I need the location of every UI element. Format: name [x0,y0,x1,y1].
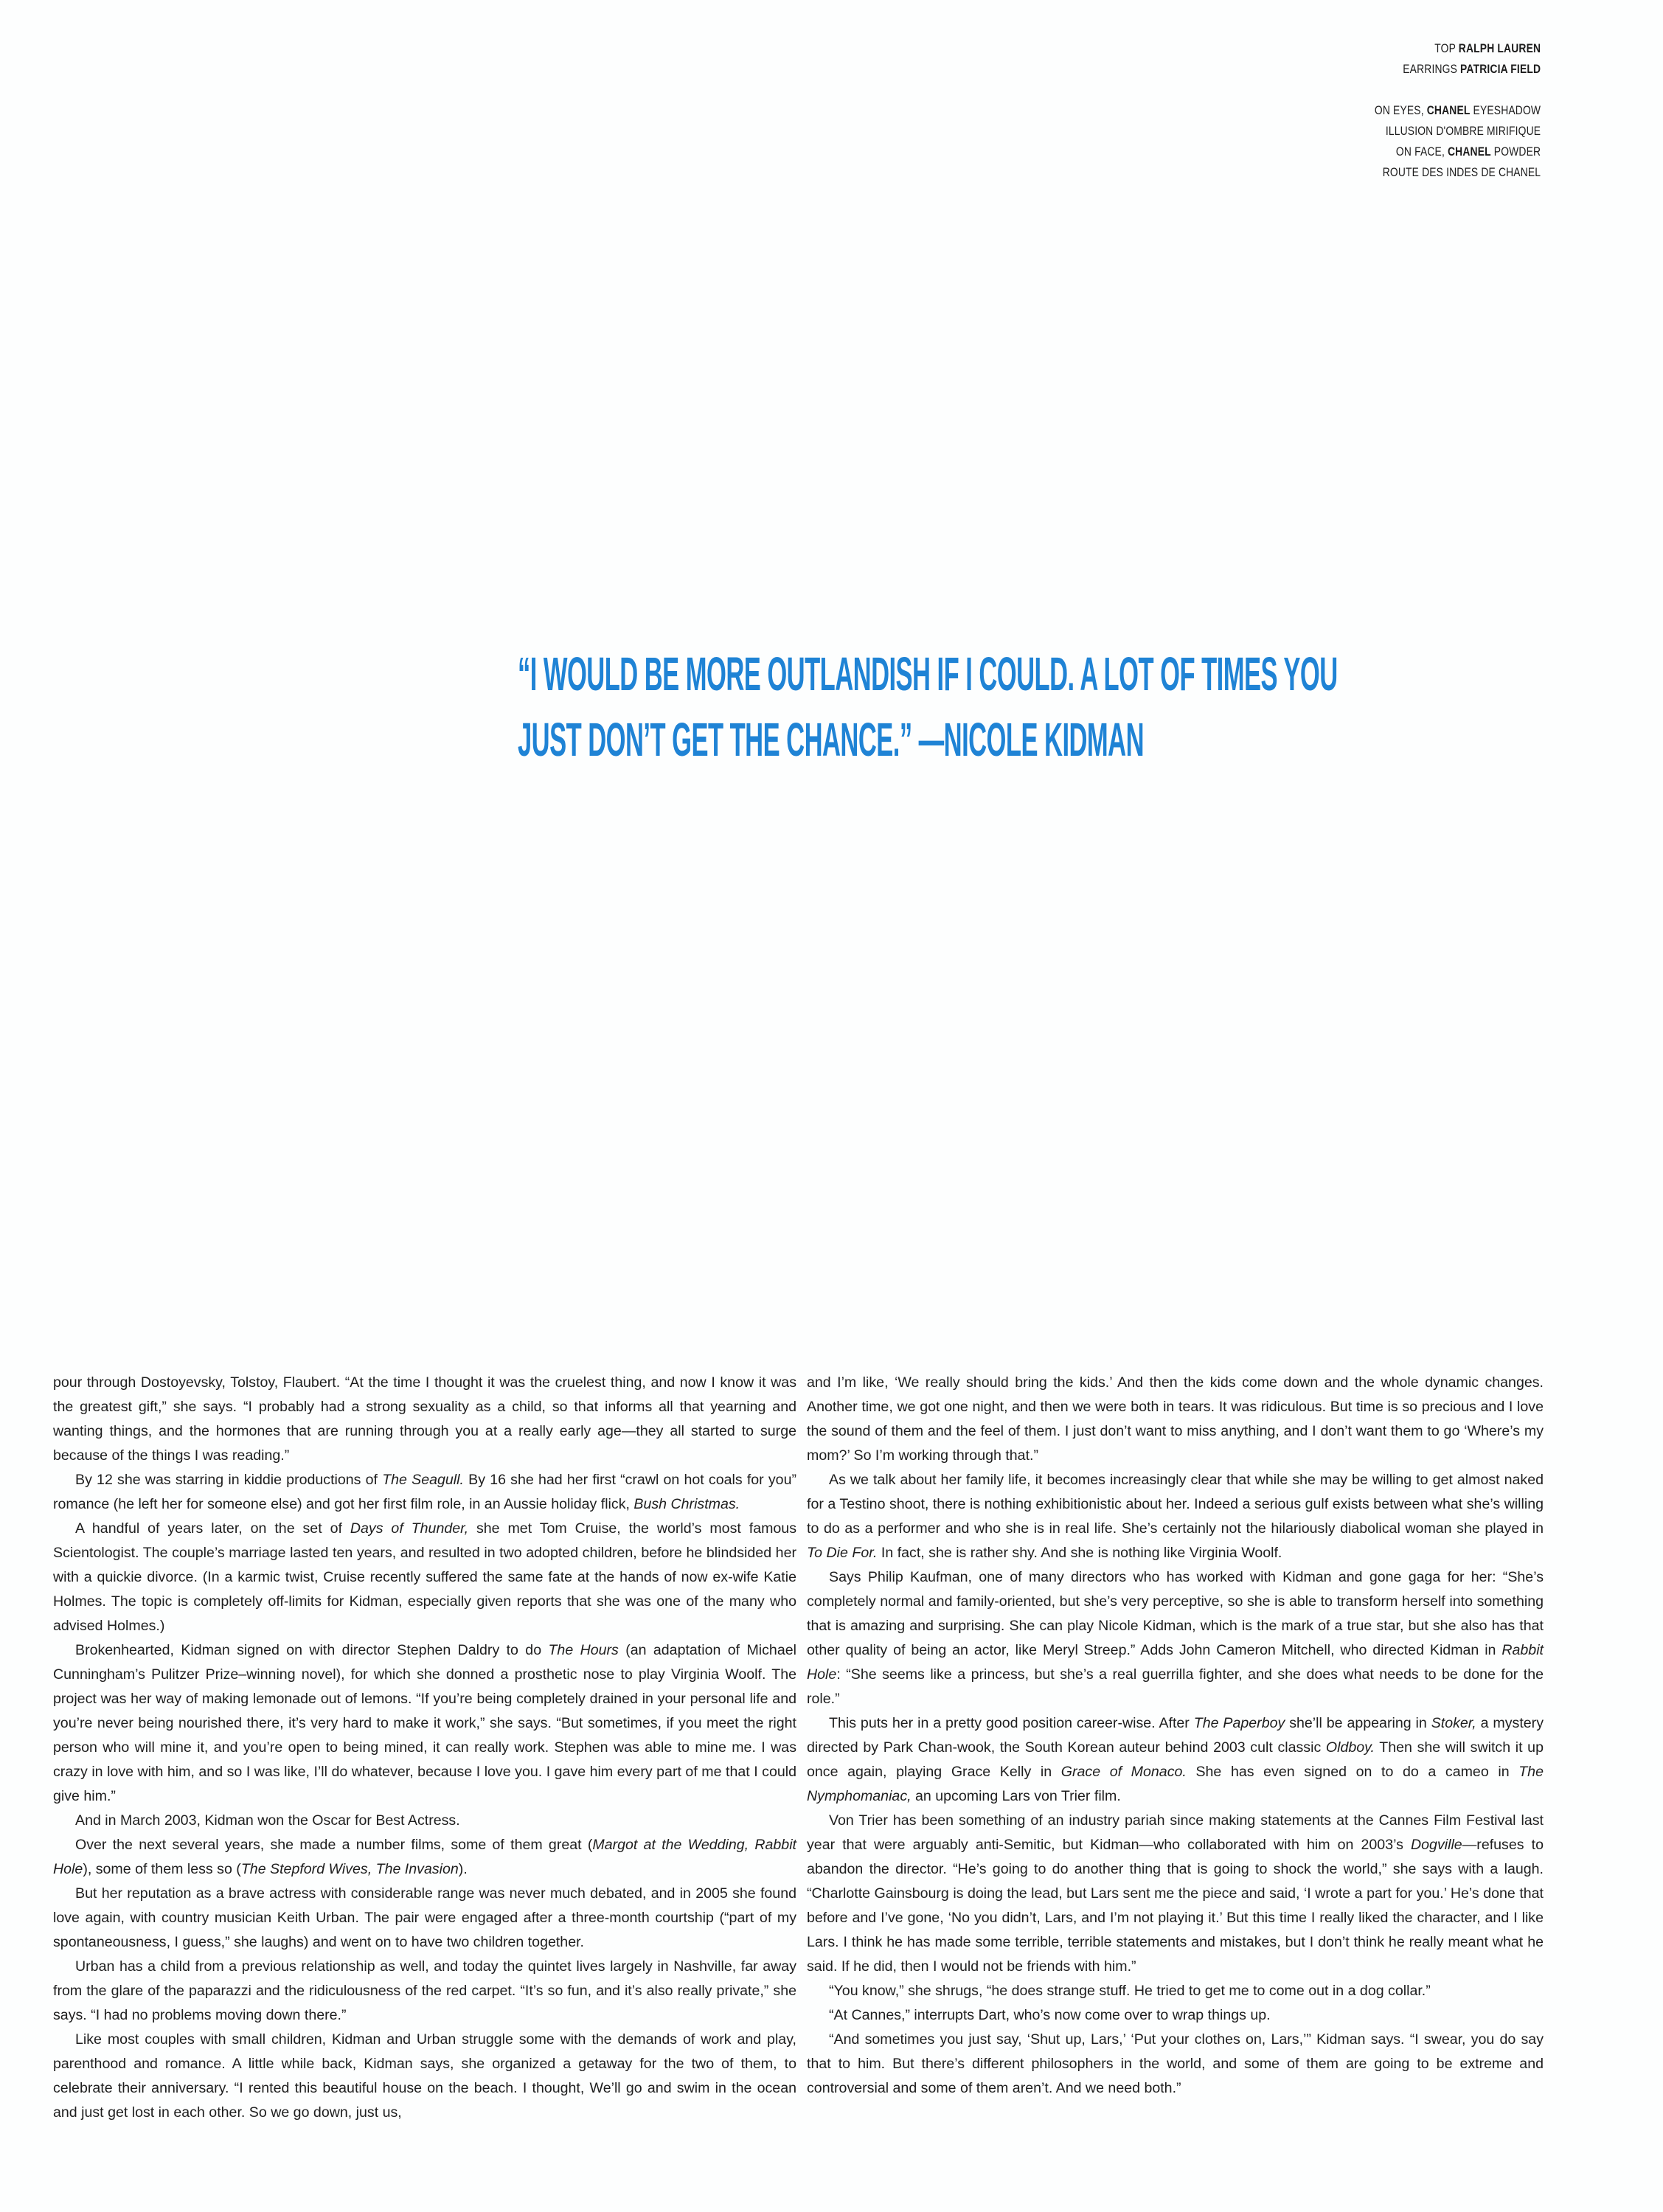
pull-quote [518,641,1338,773]
article-column-right [807,1371,1544,2101]
article-paragraph: A handful of years later, on the set of Days of Thunder, she met Tom Cruise, the world’s most famous Scientologist. The couple’s marriage lasted ten years, and resulted in two adopted children, before he blindsided her with a quickie divorce. (In a karmic twist, Cruise recently suffered the same fate at the hands of now ex-wife Katie Holmes. The topic is completely off-limits for Kidman, especially given reports that she was one of the many who advised Holmes.) [53,1520,796,1634]
article-paragraph: This puts her in a pretty good position career-wise. After The Paperboy she’ll be appearing in Stoker, a mystery directed by Park Chan-wook, the South Korean auteur behind 2003 cult classic Oldboy. Then she will switch it up once again, playing Grace Kelly in Grace of Monaco. She has even signed on to do a cameo in The Nymphomaniac, an upcoming Lars von Trier film. [807,1715,1544,1804]
article-paragraph: And in March 2003, Kidman won the Oscar for Best Actress. [75,1812,460,1829]
article-paragraph: “You know,” she shrugs, “he does strange stuff. He tried to get me to come out in a dog collar.” [829,1983,1431,1999]
credit-face-product: ROUTE DES INDES DE CHANEL [1382,166,1541,179]
credit-top: TOP RALPH LAUREN [1434,42,1541,55]
pull-quote-line-2: JUST DON’T GET THE CHANCE.” —NICOLE KIDMAN [518,713,1145,766]
article-paragraph: pour through Dostoyevsky, Tolstoy, Flaubert. “At the time I thought it was the cruelest thing, and now I know it was the greatest gift,” she says. “I probably had a strong sexuality as a child, so that informs all that yearning and wanting things, and the hormones that are running through you at a really early age—they all started to surge because of the things I was reading.” [53,1374,796,1464]
article-paragraph: But her reputation as a brave actress with considerable range was never much debated, and in 2005 she found love again, with country musician Keith Urban. The pair were engaged after a three-month courtship (“part of my spontaneousness, I guess,” she laughs) and went on to have two children together. [53,1885,796,1950]
fashion-credits [1375,38,1541,183]
credit-eyes: ON EYES, CHANEL EYESHADOW [1374,104,1541,117]
credit-eyes-product: ILLUSION D'OMBRE MIRIFIQUE [1385,125,1541,138]
article-paragraph: Von Trier has been something of an industry pariah since making statements at the Cannes Film Festival last year that were arguably anti-Semitic, but Kidman—who collaborated with him on 2003’s Dogville—refuses to abandon the director. “He’s going to do another thing that is going to shock the world,” she says with a laugh. “Charlotte Gainsbourg is doing the lead, but Lars sent me the piece and said, ‘I wrote a part for you.’ He’s done that before and I’ve gone, ‘No you didn’t, Lars, and I’m not playing it.’ But this time I really liked the character, and I like Lars. I think he has made some terrible, terrible statements and mistakes, but I don’t think he really meant what he said. If he did, then I would not be friends with him.” [807,1812,1544,1975]
article-paragraph: As we talk about her family life, it becomes increasingly clear that while she may be willing to get almost naked for a Testino shoot, there is nothing exhibitionistic about her. Indeed a serious gulf exists between what she’s willing to do as a performer and who she is in real life. She’s certainly not the hilariously diabolical woman she played in To Die For. In fact, she is rather shy. And she is nothing like Virginia Woolf. [807,1472,1544,1561]
article-paragraph: Like most couples with small children, Kidman and Urban struggle some with the demands of work and play, parenthood and romance. A little while back, Kidman says, she organized a getaway for the two of them, to celebrate their anniversary. “I rented this beautiful house on the beach. I thought, We’ll go and swim in the ocean and just get lost in each other. So we go down, just us, [53,2031,796,2121]
credit-earrings: EARRINGS PATRICIA FIELD [1403,63,1541,76]
article-paragraph: Brokenhearted, Kidman signed on with director Stephen Daldry to do The Hours (an adaptation of Michael Cunningham’s Pulitzer Prize–winning novel), for which she donned a prosthetic nose to play Virginia Woolf. The project was her way of making lemonade out of lemons. “If you’re being completely drained in your personal life and you’re never being nourished there, it’s very hard to make it work,” she says. “But sometimes, if you meet the right person who will mine it, and you’re open to being mined, it can really work. Stephen was able to mine me. I was crazy in love with him, and so I was like, I’ll do whatever, because I love you. I gave him every part of me that I could give him.” [53,1642,796,1804]
article-paragraph: “At Cannes,” interrupts Dart, who’s now come over to wrap things up. [829,2007,1271,2023]
article-column-left [53,1371,796,2125]
credit-face: ON FACE, CHANEL POWDER [1395,145,1541,159]
pull-quote-line-1: “I WOULD BE MORE OUTLANDISH IF I COULD. A LOT OF TIMES YOU [518,647,1338,700]
article-paragraph: and I’m like, ‘We really should bring the kids.’ And then the kids come down and the whole dynamic changes. Another time, we got one night, and then we were both in tears. It was ridiculous. But time is so precious and I love the sound of them and the feel of them. I just don’t want to miss anything, and I don’t want them to go ‘Where’s my mom?’ So I’m working through that.” [807,1374,1544,1464]
article-paragraph: “And sometimes you just say, ‘Shut up, Lars,’ ‘Put your clothes on, Lars,’” Kidman says. “I swear, you do say that to him. But there’s different philosophers in the world, and some of them are going to be extreme and controversial and some of them aren’t. And we need both.” [807,2031,1544,2096]
article-paragraph: By 12 she was starring in kiddie productions of The Seagull. By 16 she had her first “crawl on hot coals for you” romance (he left her for someone else) and got her first film role, in an Aussie holiday flick, Bush Christmas. [53,1472,797,1512]
article-paragraph: Over the next several years, she made a number films, some of them great (Margot at the Wedding, Rabbit Hole), some of them less so (The Stepford Wives, The Invasion). [53,1837,796,1877]
article-paragraph: Says Philip Kaufman, one of many directors who has worked with Kidman and gone gaga for her: “She’s completely normal and family-oriented, but she’s very perceptive, so she is able to transform herself into something that is amazing and surprising. She can play Nicole Kidman, which is the mark of a true star, but she also has that other quality of being an actor, like Meryl Streep.” Adds John Cameron Mitchell, who directed Kidman in Rabbit Hole: “She seems like a princess, but she’s a real guerrilla fighter, and she does what needs to be done for the role.” [807,1569,1544,1707]
article-paragraph: Urban has a child from a previous relationship as well, and today the quintet lives largely in Nashville, far away from the glare of the paparazzi and the ridiculousness of the red carpet. “It’s so fun, and it’s also really private,” she says. “I had no problems moving down there.” [53,1958,796,2023]
